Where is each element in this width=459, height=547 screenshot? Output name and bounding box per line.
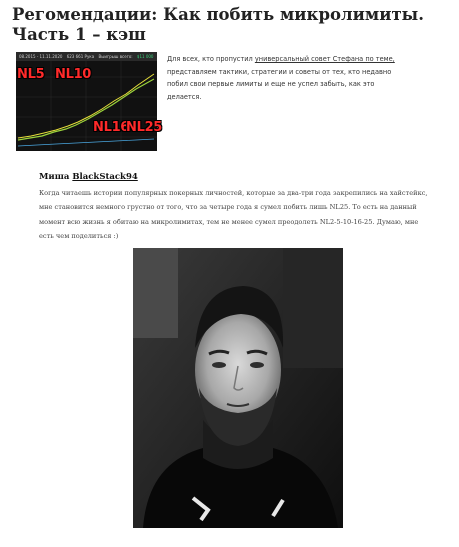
author-profile-link[interactable]: BlackStack94 bbox=[72, 172, 138, 182]
label-nl10: NL10 bbox=[55, 67, 92, 82]
author-heading bbox=[39, 172, 138, 182]
intro-text-start: Для всех, кто пропустил bbox=[167, 55, 255, 63]
graph-total-value: $11 000 bbox=[136, 54, 154, 59]
intro-paragraph bbox=[167, 53, 405, 103]
intro-text-end: представляем тактики, стратегии и советы от тех, кто недавно побил свои первые лимиты и еще не успел забыть, как это делается. bbox=[167, 67, 392, 101]
graph-hands: 623 661 Рука bbox=[66, 54, 95, 59]
stefan-advice-link[interactable]: универсальный совет Стефана по теме, bbox=[254, 55, 395, 63]
label-nl5: NL5 bbox=[17, 67, 45, 82]
graph-date-range: 08.2015 - 11.11.2020 bbox=[19, 54, 63, 59]
article-title: Регомендации: Как побить микролимиты. Часть 1 – кэш bbox=[12, 5, 424, 44]
graph-total-label: Выигрыш всего: bbox=[98, 54, 133, 59]
author-photo bbox=[133, 248, 343, 528]
label-nl16: NL16 bbox=[93, 120, 130, 135]
story-paragraph: Когда читаешь истории популярных покерных личностей, которые за два-три года закрепились на хайстейкс, мне становится немного грустно от того, что за четыре года я сумел побить лишь NL25. То есть на данный момент всю жизнь я обитаю на микролимитах, тем не менее сумел преодолеть NL2-5-10-16-25. Думаю, мне есть чем поделиться :) bbox=[39, 189, 428, 240]
label-nl25: NL25 bbox=[126, 120, 163, 135]
winnings-graph-image[interactable] bbox=[16, 52, 163, 151]
author-name: Миша bbox=[39, 172, 70, 182]
